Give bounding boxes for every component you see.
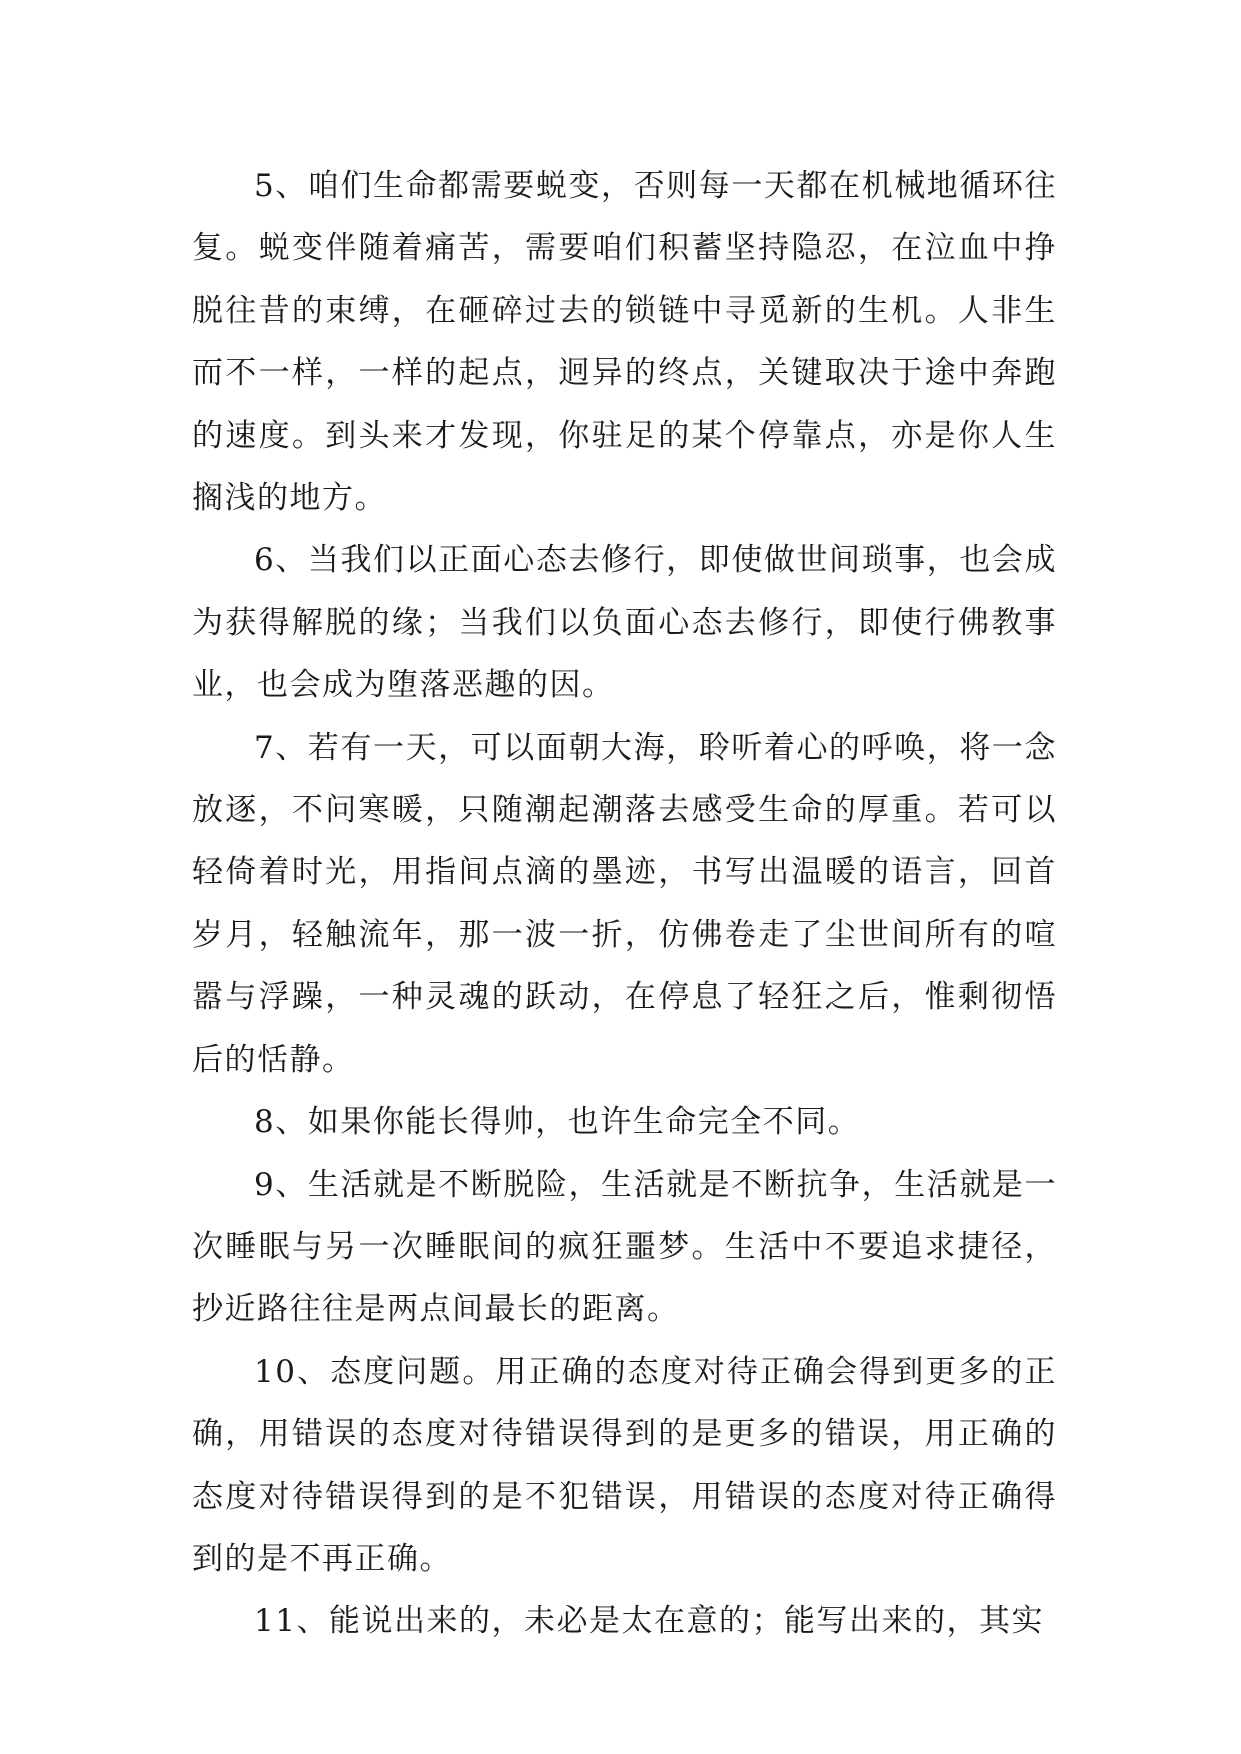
paragraph-9: 9、生活就是不断脱险，生活就是不断抗争，生活就是一次睡眠与另一次睡眠间的疯狂噩梦。生活中不要追求捷径，抄近路往往是两点间最长的距离。 (192, 1166, 1057, 1328)
paragraph-7: 7、若有一天，可以面朝大海，聆听着心的呼唤，将一念放逐，不问寒暖，只随潮起潮落去感受生命的厚重。若可以轻倚着时光，用指间点滴的墨迹，书写出温暖的语言，回首岁月，轻触流年，那一波一折，仿佛卷走了尘世间所有的喧嚣与浮躁，一种灵魂的跃动，在停息了轻狂之后，惟剩彻悟后的恬静。 (192, 729, 1057, 1078)
document-body (192, 155, 1057, 1653)
paragraph-8: 8、如果你能长得帅，也许生命完全不同。 (254, 1104, 861, 1141)
paragraph-6: 6、当我们以正面心态去修行，即使做世间琐事，也会成为获得解脱的缘；当我们以负面心态去修行，即使行佛教事业，也会成为堕落恶趣的因。 (192, 542, 1057, 704)
paragraph-10: 10、态度问题。用正确的态度对待正确会得到更多的正确，用错误的态度对待错误得到的是更多的错误，用正确的态度对待错误得到的是不犯错误，用错误的态度对待正确得到的是不再正确。 (192, 1353, 1057, 1577)
paragraph-5: 5、咱们生命都需要蜕变，否则每一天都在机械地循环往复。蜕变伴随着痛苦，需要咱们积蓄坚持隐忍，在泣血中挣脱往昔的束缚，在砸碎过去的锁链中寻觅新的生机。人非生而不一样，一样的起点，迥异的终点，关键取决于途中奔跑的速度。到头来才发现，你驻足的某个停靠点，亦是你人生搁浅的地方。 (192, 168, 1057, 517)
paragraph-11: 11、能说出来的，未必是太在意的；能写出来的，其实 (254, 1603, 1044, 1640)
